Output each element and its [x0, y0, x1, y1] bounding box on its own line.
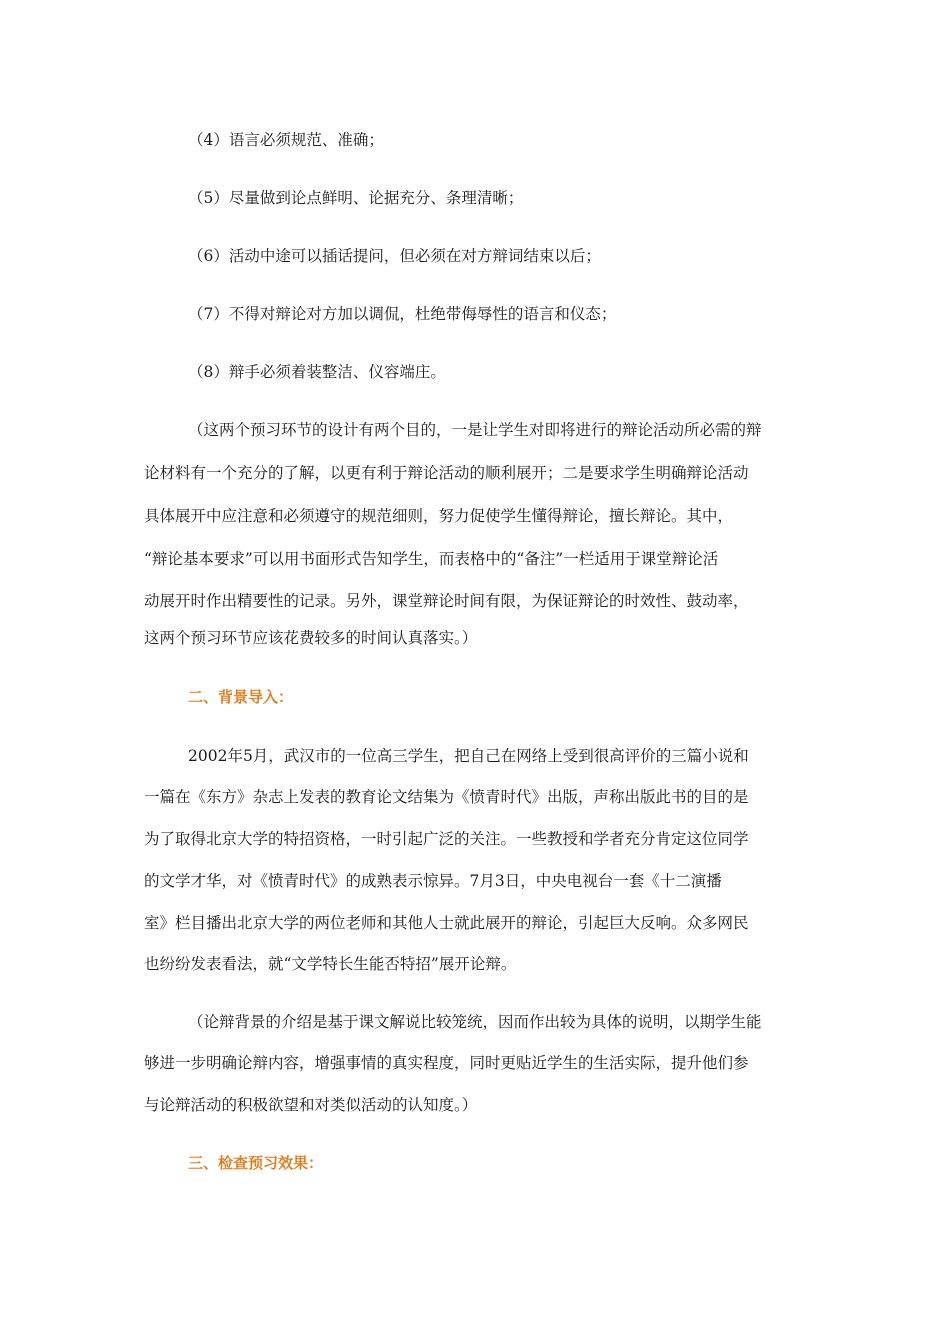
note1-line-6: 这两个预习环节应该花费较多的时间认真落实。） — [144, 629, 478, 647]
note1-line-2: 论材料有一个充分的了解，以更有利于辩论活动的顺利展开；二是要求学生明确辩论活动 — [144, 464, 749, 482]
note2-line-3: 与论辩活动的积极欲望和对类似活动的认知度。） — [144, 1096, 478, 1114]
note1-line-4: “辩论基本要求”可以用书面形式告知学生，而表格中的“备注”一栏适用于课堂辩论活 — [144, 550, 719, 568]
background-line-6: 也纷纷发表看法，就“文学特长生能否特招”展开论辩。 — [144, 955, 517, 973]
rule-item-4: （4）语言必须规范、准确； — [188, 131, 384, 149]
rule-item-7: （7）不得对辩论对方加以调侃，杜绝带侮辱性的语言和仪态； — [188, 305, 617, 323]
note2-line-1: （论辩背景的介绍是基于课文解说比较笼统，因而作出较为具体的说明，以期学生能 — [188, 1013, 762, 1031]
section-heading-background: 二、背景导入： — [188, 688, 294, 706]
rule-item-5: （5）尽量做到论点鲜明、论据充分、条理清晰； — [188, 189, 524, 207]
background-line-2: 一篇在《东方》杂志上发表的教育论文结集为《愤青时代》出版，声称出版此书的目的是 — [144, 788, 749, 806]
background-line-3: 为了取得北京大学的特招资格，一时引起广泛的关注。一些教授和学者充分肯定这位同学 — [144, 830, 749, 848]
note1-line-5: 动展开时作出精要性的记录。另外，课堂辩论时间有限，为保证辩论的时效性、鼓动率， — [144, 592, 749, 610]
note1-line-3: 具体展开中应注意和必须遵守的规范细则，努力促使学生懂得辩论，擅长辩论。其中， — [144, 507, 734, 525]
section-heading-check-preview: 三、检查预习效果： — [188, 1154, 324, 1172]
note1-line-1: （这两个预习环节的设计有两个目的，一是让学生对即将进行的辩论活动所必需的辩 — [188, 421, 762, 439]
background-line-5: 室》栏目播出北京大学的两位老师和其他人士就此展开的辩论，引起巨大反响。众多网民 — [144, 914, 749, 932]
note2-line-2: 够进一步明确论辩内容，增强事情的真实程度，同时更贴近学生的生活实际，提升他们参 — [144, 1054, 749, 1072]
background-line-1: 2002年5月，武汉市的一位高三学生，把自己在网络上受到很高评价的三篇小说和 — [188, 747, 749, 765]
background-line-4: 的文学才华，对《愤青时代》的成熟表示惊异。7月3日，中央电视台一套《十二演播 — [144, 872, 722, 890]
rule-item-8: （8）辩手必须着装整洁、仪容端庄。 — [188, 363, 446, 381]
rule-item-6: （6）活动中途可以插话提问，但必须在对方辩词结束以后； — [188, 247, 601, 265]
